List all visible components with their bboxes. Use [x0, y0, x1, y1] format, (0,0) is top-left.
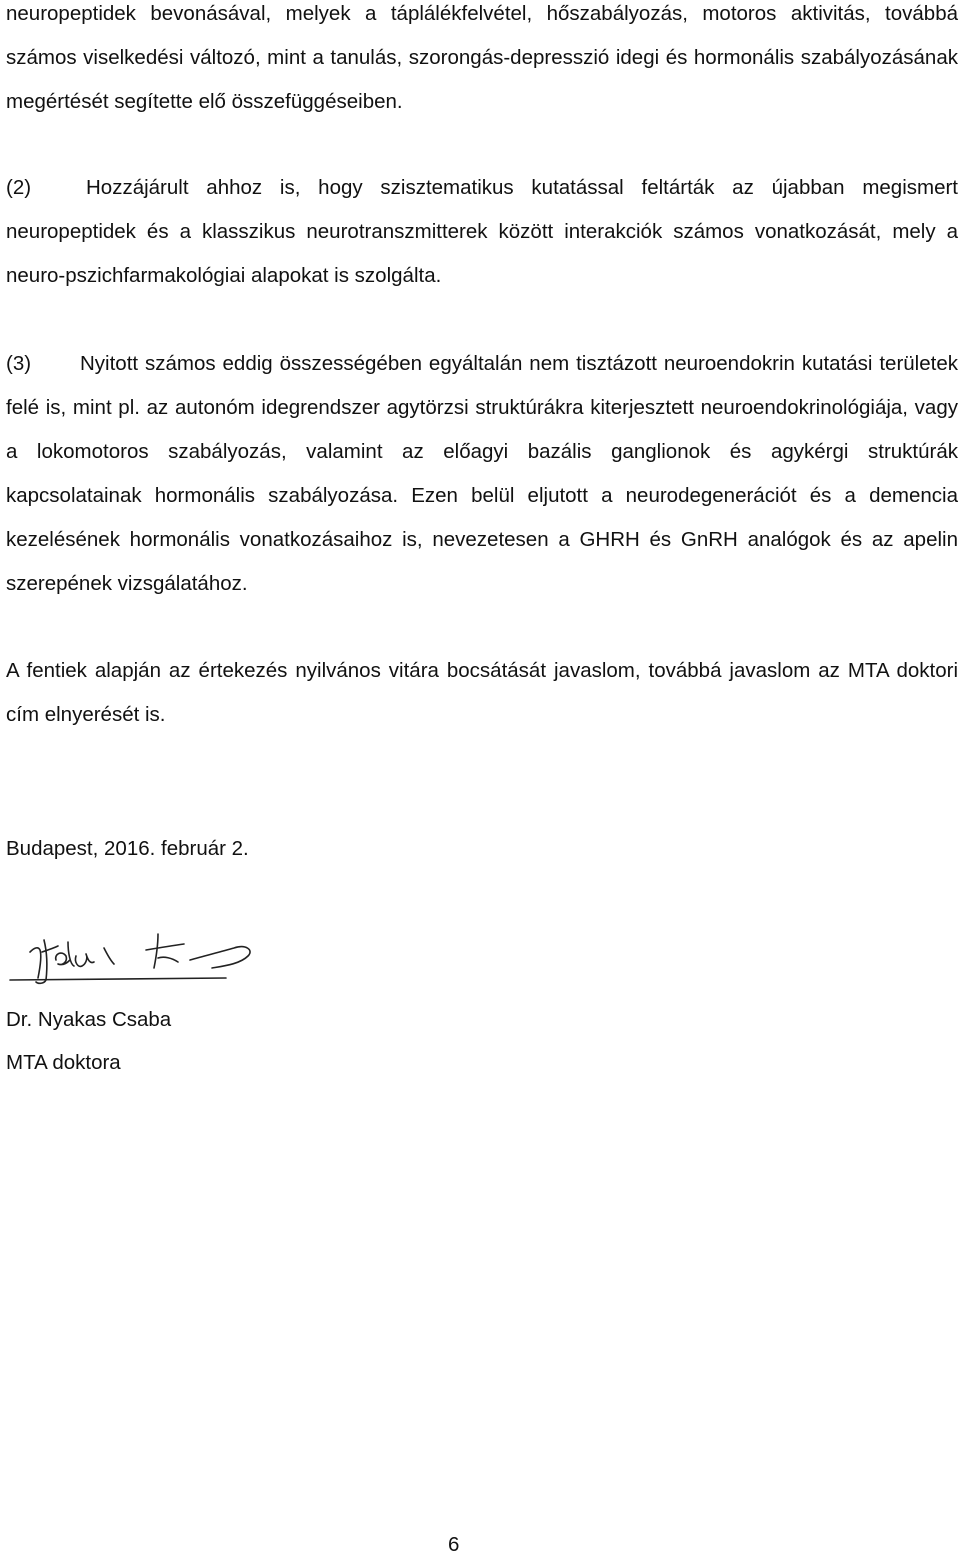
point-3-number: (3)	[6, 352, 32, 375]
point-3-text: Nyitott számos eddig összességében egyáltalán nem tisztázott neuroendokrin kutatási területek felé is, mint pl. az autonóm idegrendszer agytörzsi struktúrákra kiterjesztett neuroendokrinológiája, vagy a lokomotoros szabályozás, valamint az előagyi bazális ganglionok és agykérgi struktúrák kapcsolatainak hormonális szabályozása. Ezen belül eljutott a neurodegenerációt és a demencia kezelésének hormonális vonatkozásaihoz is, nevezetesen a GHRH és GnRH analógok és az apelin szerepének vizsgálatához.	[6, 352, 958, 595]
point-2-text: Hozzájárult ahhoz is, hogy szisztematikus kutatással feltárták az újabban megismert neuropeptidek és a klasszikus neurotranszmitterek között interakciók számos vonatkozását, mely a neuro-pszichfarmakológiai alapokat is szolgálta.	[6, 176, 958, 287]
page-number: 6	[448, 1533, 460, 1556]
conclusion-paragraph	[6, 649, 958, 737]
conclusion-text: A fentiek alapján az értekezés nyilvános vitára bocsátását javaslom, továbbá javaslom az MTA doktori cím elnyerését is.	[6, 659, 958, 726]
signer-title: MTA doktora	[6, 1051, 121, 1074]
intro-paragraph	[6, 0, 958, 124]
point-3-paragraph	[6, 342, 958, 606]
place-date: Budapest, 2016. február 2.	[6, 837, 249, 860]
handwritten-signature	[8, 922, 260, 988]
point-2-number: (2)	[6, 176, 32, 199]
intro-text: neuropeptidek bevonásával, melyek a táplálékfelvétel, hőszabályozás, motoros aktivitás, továbbá számos viselkedési változó, mint a tanulás, szorongás-depresszió idegi és hormonális szabályozásának megértését segítette elő összefüggéseiben.	[6, 2, 958, 113]
point-2-paragraph	[6, 166, 958, 298]
signer-name: Dr. Nyakas Csaba	[6, 1008, 172, 1031]
